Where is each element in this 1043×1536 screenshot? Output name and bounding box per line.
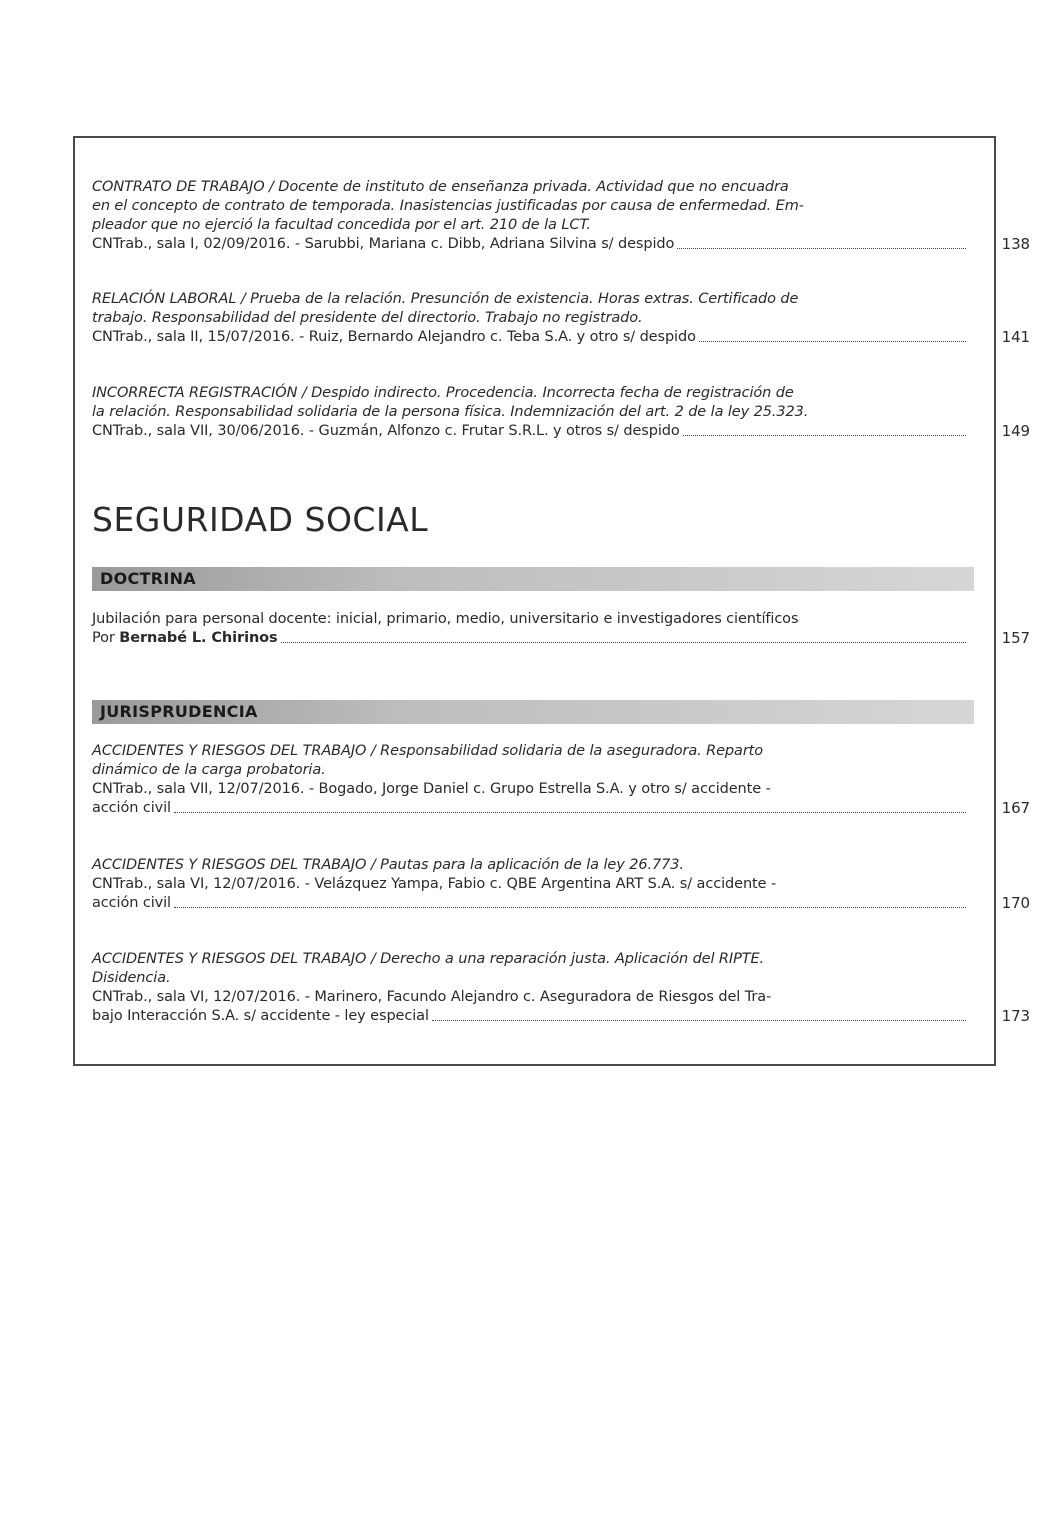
doctrina-heading-band [92,567,974,591]
entry-citation [92,988,1030,1026]
topic-line: la relación. Responsabilidad solidaria de la persona física. Indemnización del art. 2 de la ley 25.323. [92,404,809,420]
doctrina-heading: DOCTRINA [100,569,196,588]
citation-line: acción civil [92,895,171,911]
jurisprudencia-heading: JURISPRUDENCIA [100,702,258,721]
citation-line: acción civil [92,800,171,816]
citation-line: CNTrab., sala VII, 12/07/2016. - Bogado, Jorge Daniel c. Grupo Estrella S.A. y otro s/ accidente - [92,781,771,797]
topic-line: pleador que no ejerció la facultad concedida por el art. 210 de la LCT. [92,217,591,233]
index-entry [92,178,1030,254]
entry-citation [92,422,1030,441]
entry-citation [92,780,1030,818]
citation-line: CNTrab., sala VII, 30/06/2016. - Guzmán, Alfonzo c. Frutar S.R.L. y otros s/ despido [92,423,680,439]
section-title: SEGURIDAD SOCIAL [92,500,429,539]
doctrina-author-line [92,629,1030,648]
by-prefix: Por [92,630,120,646]
doctrina-entry [92,610,1030,648]
index-entry [92,290,1030,347]
citation-line: CNTrab., sala I, 02/09/2016. - Sarubbi, Mariana c. Dibb, Adriana Silvina s/ despido [92,236,675,252]
page-number: 157 [1001,629,1030,647]
citation-line: bajo Interacción S.A. s/ accidente - ley especial [92,1008,429,1024]
leader-dots [432,1020,966,1021]
citation-last-line [92,1007,1030,1026]
entry-topic [92,384,972,422]
leader-dots [281,642,966,643]
page-number: 173 [1001,1007,1030,1025]
author-name: Bernabé L. Chirinos [119,630,278,646]
index-entry [92,384,1030,441]
topic-line: RELACIÓN LABORAL / Prueba de la relación. Presunción de existencia. Horas extras. Certificado de [92,291,799,307]
entry-topic [92,178,972,235]
citation-line: CNTrab., sala VI, 12/07/2016. - Velázquez Yampa, Fabio c. QBE Argentina ART S.A. s/ accidente - [92,876,777,892]
author-line [92,629,278,648]
topic-line: dinámico de la carga probatoria. [92,762,326,778]
page-number: 170 [1001,894,1030,912]
topic-line: ACCIDENTES Y RIESGOS DEL TRABAJO / Derecho a una reparación justa. Aplicación del RIPTE. [92,951,765,967]
entry-topic [92,290,972,328]
page-number: 138 [1001,235,1030,253]
topic-line: trabajo. Responsabilidad del presidente del directorio. Trabajo no registrado. [92,310,643,326]
topic-line: en el concepto de contrato de temporada. Inasistencias justificadas por causa de enfermedad. Em- [92,198,804,214]
citation-line: CNTrab., sala II, 15/07/2016. - Ruiz, Bernardo Alejandro c. Teba S.A. y otro s/ despido [92,329,696,345]
page-number: 167 [1001,799,1030,817]
citation-last-line [92,894,1030,913]
index-entry [92,742,1030,818]
page-number: 141 [1001,328,1030,346]
leader-dots [699,341,966,342]
entry-citation [92,235,1030,254]
page-number: 149 [1001,422,1030,440]
entry-topic [92,856,972,875]
topic-line: CONTRATO DE TRABAJO / Docente de instituto de enseñanza privada. Actividad que no encuadra [92,179,789,195]
index-entry [92,950,1030,1026]
leader-dots [677,248,966,249]
leader-dots [683,435,966,436]
doctrina-title: Jubilación para personal docente: inicial, primario, medio, universitario e investigadores científicos [92,611,799,627]
jurisprudencia-heading-band [92,700,974,724]
entry-citation [92,875,1030,913]
topic-line: ACCIDENTES Y RIESGOS DEL TRABAJO / Pautas para la aplicación de la ley 26.773. [92,857,684,873]
topic-line: Disidencia. [92,970,171,986]
entry-citation [92,328,1030,347]
leader-dots [174,812,966,813]
topic-line: ACCIDENTES Y RIESGOS DEL TRABAJO / Responsabilidad solidaria de la aseguradora. Reparto [92,743,764,759]
topic-line: INCORRECTA REGISTRACIÓN / Despido indirecto. Procedencia. Incorrecta fecha de registración de [92,385,794,401]
index-entry [92,856,1030,913]
citation-line: CNTrab., sala VI, 12/07/2016. - Marinero, Facundo Alejandro c. Aseguradora de Riesgos del Tra- [92,989,772,1005]
entry-topic [92,742,972,780]
index-frame [73,136,1030,1066]
citation-last-line [92,799,1030,818]
entry-topic [92,950,972,988]
leader-dots [174,907,966,908]
